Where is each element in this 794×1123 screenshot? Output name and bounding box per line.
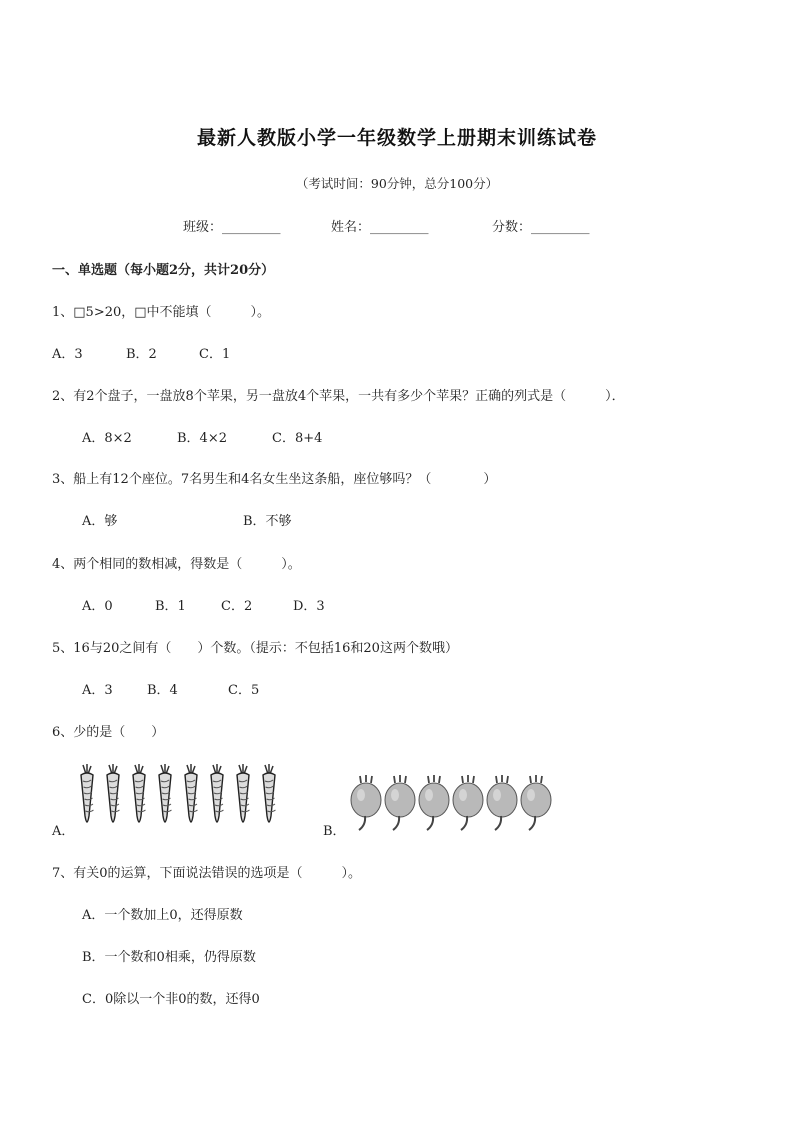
carrot-icon (185, 764, 198, 822)
q6-option-b: B． (323, 824, 346, 839)
page-title: 最新人教版小学一年级数学上册期末训练试卷 (196, 127, 597, 149)
carrot-icon (237, 764, 250, 822)
radish-icon (487, 775, 517, 830)
radish-icon (419, 775, 449, 830)
q7-option-a: A．一个数加上0，还得原数 (82, 908, 243, 923)
radishes-picture (350, 776, 562, 836)
carrot-icon (159, 764, 172, 822)
question-6: 6、少的是（ ） (52, 725, 165, 740)
q2-option-c: C．8+4 (272, 431, 323, 446)
q7-option-b: B．一个数和0相乘，仍得原数 (82, 950, 256, 965)
question-7: 7、有关0的运算，下面说法错误的选项是（ ）。 (52, 866, 362, 881)
q5-option-b: B．4 (147, 683, 178, 698)
q3-option-b: B．不够 (243, 514, 292, 529)
section-heading: 一、单选题（每小题2分，共计20分） (52, 263, 275, 278)
q6-option-a: A． (52, 824, 75, 839)
name-field: 姓名：_________ (331, 220, 429, 235)
q7-option-c: C．0除以一个非0的数，还得0 (82, 992, 260, 1007)
radish-icon (521, 775, 551, 830)
carrots-picture (76, 764, 286, 834)
question-5: 5、16与20之间有（ ）个数。（提示：不包括16和20这两个数哦） (52, 641, 458, 656)
question-2: 2、有2个盘子，一盘放8个苹果，另一盘放4个苹果，一共有多少个苹果？正确的列式是（ ）． (52, 389, 625, 404)
q4-option-c: C．2 (221, 599, 253, 614)
q2-option-a: A．8×2 (82, 431, 132, 446)
q4-option-b: B．1 (155, 599, 186, 614)
carrot-icon (263, 764, 276, 822)
class-field: 班级：_________ (183, 220, 281, 235)
q1-option-a: A．3 (52, 347, 83, 362)
carrot-icon (81, 764, 94, 822)
q2-option-b: B．4×2 (177, 431, 227, 446)
question-1: 1、□5>20，□中不能填（ ）。 (52, 305, 271, 320)
carrot-icon (133, 764, 146, 822)
q1-option-c: C．1 (199, 347, 231, 362)
carrot-icon (211, 764, 224, 822)
q5-option-a: A．3 (82, 683, 113, 698)
exam-time-note: （考试时间：90分钟，总分100分） (295, 176, 499, 191)
q3-option-a: A．够 (82, 514, 118, 529)
carrot-icon (107, 764, 120, 822)
question-4: 4、两个相同的数相减，得数是（ ）。 (52, 557, 301, 572)
question-3: 3、船上有12个座位。7名男生和4名女生坐这条船，座位够吗？（ ） (52, 472, 497, 487)
radish-icon (453, 775, 483, 830)
q1-option-b: B．2 (126, 347, 157, 362)
q5-option-c: C．5 (228, 683, 260, 698)
score-field: 分数：_________ (492, 220, 590, 235)
radish-icon (385, 775, 415, 830)
q4-option-a: A．0 (82, 599, 113, 614)
q4-option-d: D．3 (293, 599, 325, 614)
radish-icon (351, 775, 381, 830)
